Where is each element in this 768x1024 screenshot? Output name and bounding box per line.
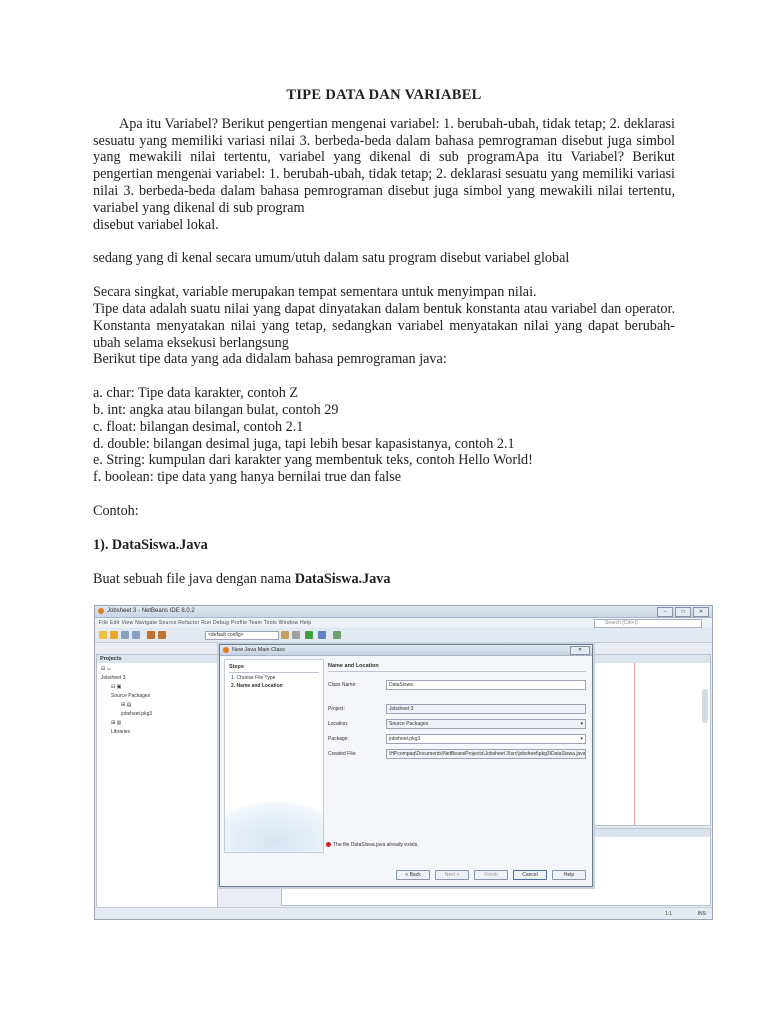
created-file-label: Created File: xyxy=(328,751,357,757)
name-location-panel xyxy=(326,659,588,851)
ide-title-bar xyxy=(95,606,712,618)
back-button[interactable]: < Back xyxy=(396,870,430,880)
build-icon[interactable] xyxy=(281,631,289,639)
netbeans-screenshot xyxy=(94,605,713,920)
help-button[interactable]: Help xyxy=(552,870,586,880)
document-title: TIPE DATA DAN VARIABEL xyxy=(286,87,482,103)
chevron-down-icon: ▾ xyxy=(580,736,583,742)
new-java-class-dialog xyxy=(219,644,593,887)
netbeans-icon xyxy=(98,608,104,614)
steps-header: Steps xyxy=(229,664,244,670)
tree-node-source-packages[interactable]: ⊟ ▣ Source Packages xyxy=(111,684,151,699)
package-select[interactable]: jobsheet.pkg3 ▾ xyxy=(386,734,586,744)
save-icon[interactable] xyxy=(121,631,129,639)
warning-message: The file DataSiswa.java already exists. xyxy=(326,842,419,848)
paragraph-variable-definition: Apa itu Variabel? Berikut pengertian mengenai variabel: 1. berubah-ubah, tidak tetap; 2. deklarasi sesuatu yang memiliki variasi nilai 3. berbeda-beda dalam bahasa pemrograman disebut juga simbol yang mewakili nilai tertentu, variabel yang dikenal di sub programApa itu Variabel? Berikut pengertian mengenai variabel: 1. berubah-ubah, tidak tetap; 2. deklarasi sesuatu yang memiliki variasi nilai 3. berbeda-beda dalam bahasa pemrograman disebut juga simbol yang mewakili nilai tertentu, variabel yang dikenal di sub program xyxy=(93,115,675,216)
undo-icon[interactable] xyxy=(147,631,155,639)
close-icon[interactable]: ✕ xyxy=(570,646,590,655)
maximize-icon[interactable]: □ xyxy=(675,607,691,617)
instruction-prefix: Buat sebuah file java dengan nama xyxy=(93,570,295,587)
section-title: Name and Location xyxy=(328,663,379,669)
tree-node-package[interactable]: ⊞ ▤ jobsheet.pkg3 xyxy=(121,702,153,717)
document-page xyxy=(93,84,675,587)
class-name-field[interactable]: DataSiswa xyxy=(386,680,586,690)
profile-icon[interactable] xyxy=(333,631,341,639)
project-field: Jobsheet 3 xyxy=(386,704,586,714)
step-item: 2. Name and Location xyxy=(231,683,283,689)
list-item: f. boolean: tipe data yang hanya bernilai true dan false xyxy=(93,469,402,486)
chevron-down-icon: ▾ xyxy=(580,721,583,727)
clean-build-icon[interactable] xyxy=(292,631,300,639)
toolbar xyxy=(95,628,712,643)
editor-scrollbar[interactable] xyxy=(702,689,708,723)
next-button[interactable]: Next > xyxy=(435,870,469,880)
paragraph-local-variable: disebut variabel lokal. xyxy=(93,216,219,233)
steps-panel xyxy=(224,659,324,853)
dialog-buttons xyxy=(396,870,586,880)
redo-icon[interactable] xyxy=(158,631,166,639)
list-item: d. double: bilangan desimal juga, tapi lebih besar kapasistanya, contoh 2.1 xyxy=(93,435,515,452)
created-file-field: \HPcompaq\Documents\NetBeansProjects\Jobsheet 3\src\jobsheet\pkg3\DataSiswa.java xyxy=(386,749,586,759)
search-input[interactable]: Search (Ctrl+I) xyxy=(594,619,702,628)
contoh-label: Contoh: xyxy=(93,502,139,519)
project-tree xyxy=(101,665,152,737)
menu-items[interactable]: File Edit View Navigate Source Refactor Run Debug Profile Team Tools Window Help xyxy=(99,620,312,626)
close-icon[interactable]: ✕ xyxy=(693,607,709,617)
paragraph-global-variable: sedang yang di kenal secara umum/utuh dalam satu program disebut variabel global xyxy=(93,250,570,267)
status-bar xyxy=(95,907,712,919)
list-item: e. String: kumpulan dari karakter yang membentuk teks, contoh Hello World! xyxy=(93,452,533,469)
list-item: a. char: Tipe data karakter, contoh Z xyxy=(93,385,299,402)
save-all-icon[interactable] xyxy=(132,631,140,639)
project-label: Project: xyxy=(328,706,345,712)
class-name-label: Class Name: xyxy=(328,682,357,688)
error-icon xyxy=(326,842,331,847)
minimize-icon[interactable]: – xyxy=(657,607,673,617)
paragraph-data-type: Tipe data adalah suatu nilai yang dapat dinyatakan dalam bentuk konstanta atau variabel dan operator. Konstanta menyatakan nilai yang tetap, sedangkan variabel menyatakan nilai yang dapat berubah-ubah selama eksekusi berlangsung xyxy=(93,300,675,351)
projects-tab[interactable]: Projects xyxy=(97,655,217,663)
netbeans-icon xyxy=(223,647,229,653)
config-select[interactable]: <default config> xyxy=(205,631,279,640)
paragraph-variable-summary: Secara singkat, variable merupakan tempat sementara untuk menyimpan nilai. xyxy=(93,284,537,301)
location-label: Location: xyxy=(328,721,349,727)
debug-icon[interactable] xyxy=(318,631,326,639)
tree-node-project[interactable]: ⊟ ☕ Jobsheet 3 xyxy=(101,666,126,681)
package-label: Package: xyxy=(328,736,349,742)
cancel-button[interactable]: Cancel xyxy=(513,870,547,880)
instruction-filename: DataSiswa.Java xyxy=(294,570,391,587)
tree-node-libraries[interactable]: ⊞ ▥ Libraries xyxy=(111,720,131,735)
projects-panel xyxy=(96,654,218,918)
list-item: b. int: angka atau bilangan bulat, contoh 29 xyxy=(93,401,339,418)
dialog-title: New Java Main Class xyxy=(232,647,285,653)
insert-mode: INS xyxy=(697,911,706,917)
cursor-position: 1:1 xyxy=(665,911,672,917)
decorative-swirl xyxy=(224,802,324,853)
instruction-text xyxy=(93,571,675,588)
paragraph-java-types-intro: Berikut tipe data yang ada didalam bahasa pemrograman java: xyxy=(93,351,447,368)
dialog-title-bar xyxy=(220,645,592,656)
list-item: c. float: bilangan desimal, contoh 2.1 xyxy=(93,418,304,435)
open-project-icon[interactable] xyxy=(110,631,118,639)
location-select[interactable]: Source Packages ▾ xyxy=(386,719,586,729)
ide-title: Jobsheet 3 - NetBeans IDE 8.0.2 xyxy=(107,608,195,614)
new-project-icon[interactable] xyxy=(99,631,107,639)
step-item: 1. Choose File Type xyxy=(231,675,276,681)
run-icon[interactable] xyxy=(305,631,313,639)
section-heading: 1). DataSiswa.Java xyxy=(93,536,208,553)
finish-button[interactable]: Finish xyxy=(474,870,508,880)
